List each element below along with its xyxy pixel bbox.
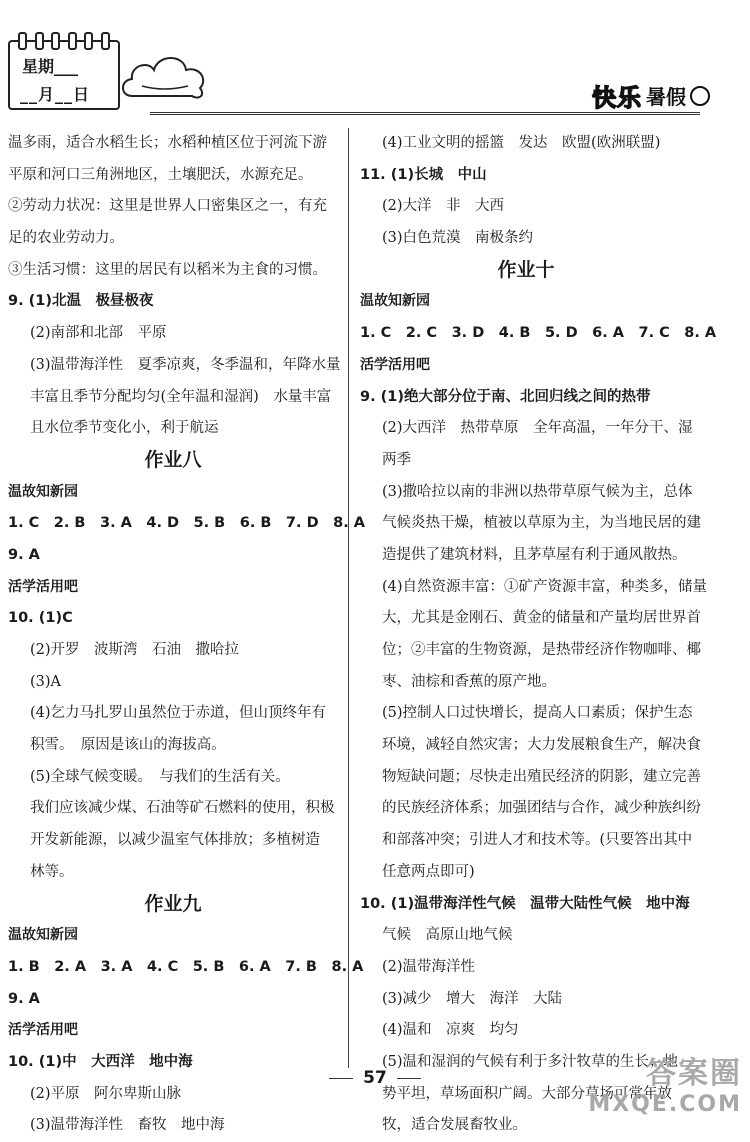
answer-line: (2)南部和北部 平原 — [30, 325, 167, 342]
answer-line: 9. (1)北温 极昼极夜 — [8, 293, 154, 310]
subsection-label: 活学活用吧 — [8, 1022, 78, 1039]
answer-line: 9. A — [8, 546, 40, 563]
answer-line: 气候炎热干燥，植被以草原为主，为当地民居的建 — [382, 515, 701, 532]
answer-line: (3)A — [30, 673, 62, 690]
watermark — [588, 1048, 742, 1117]
answer-line: (3)温带海洋性 夏季凉爽，冬季温和，年降水量 — [30, 356, 341, 373]
answer-line: 9. A — [8, 990, 40, 1007]
answer-line: 枣、油棕和香蕉的原产地。 — [382, 673, 556, 690]
answer-line: (2)温带海洋性 — [382, 958, 476, 975]
answer-line: (3)撒哈拉以南的非洲以热带草原气候为主，总体 — [382, 483, 693, 500]
answer-line: (4)自然资源丰富：①矿产资源丰富，种类多，储量 — [382, 578, 708, 595]
brand-main: 快乐 — [592, 84, 642, 112]
page-header — [0, 0, 750, 125]
answer-line: 10. (1)C — [8, 610, 73, 627]
watermark-logo: 答案圈 — [646, 1056, 742, 1091]
subsection-label: 活学活用吧 — [360, 356, 430, 373]
brand-logo — [592, 78, 710, 113]
brand-sub: 暑假 — [646, 85, 686, 109]
answer-line: 环境，减轻自然灾害；大力发展粮食生产，解决食 — [382, 737, 701, 754]
answer-line: 位；②丰富的生物资源，是热带经济作物咖啡、椰 — [382, 642, 701, 658]
answer-line: (5)控制人口过快增长，提高人口素质；保护生态 — [382, 705, 693, 722]
answer-line: 11. (1)长城 中山 — [360, 166, 487, 183]
answer-line: (4)温和 凉爽 均匀 — [382, 1022, 519, 1039]
answer-line: 10. (1)温带海洋性气候 温带大陆性气候 地中海 — [360, 895, 690, 912]
page-number: 57 — [363, 1068, 387, 1088]
answer-line: 大，尤其是金刚石、黄金的储量和产量均居世界首 — [382, 610, 701, 627]
answer-line: 气候 高原山地气候 — [382, 927, 513, 944]
watermark-url: MXQE.COM — [588, 1092, 742, 1117]
calendar-weekday: 星期___ — [22, 57, 79, 76]
answer-line: (4)工业文明的摇篮 发达 欧盟(欧洲联盟) — [382, 135, 661, 151]
answer-line: 且水位季节变化小，利于航运 — [30, 420, 219, 437]
answer-line: 任意两点即可) — [382, 863, 475, 880]
answer-line: (2)平原 阿尔卑斯山脉 — [30, 1085, 182, 1102]
answer-line: 开发新能源，以减少温室气体排放；多植树造 — [30, 832, 320, 849]
answer-line: (5)全球气候变暖。 与我们的生活有关。 — [30, 768, 290, 785]
answer-line: 林等。 — [30, 863, 74, 880]
answer-line: (2)大洋 非 大西 — [382, 198, 505, 215]
section-title: 作业八 — [144, 448, 202, 471]
calendar-date: __月__日 — [20, 85, 91, 104]
answer-line: 1. B 2. A 3. A 4. C 5. B 6. A 7. B 8. A — [8, 958, 364, 975]
calendar-rings — [18, 32, 110, 46]
answer-line: 两季 — [382, 451, 411, 468]
answer-line: 1. C 2. B 3. A 4. D 5. B 6. B 7. D 8. A — [8, 515, 365, 532]
answer-line: 和部落冲突；引进人才和技术等。(只要答出其中 — [382, 832, 693, 849]
subsection-label: 温故知新园 — [8, 927, 78, 944]
answer-line: (2)开罗 波斯湾 石油 撒哈拉 — [30, 642, 240, 658]
calendar-box — [8, 40, 120, 110]
answer-line: (3)减少 增大 海洋 大陆 — [382, 990, 563, 1007]
answer-line: ③生活习惯：这里的居民有以稻米为主食的习惯。 — [8, 261, 327, 278]
answer-line: 温多雨，适合水稻生长；水稻种植区位于河流下游 — [8, 135, 327, 151]
answer-line: 我们应该减少煤、石油等矿石燃料的使用，积极 — [30, 800, 335, 817]
answer-line: (4)乞力马扎罗山虽然位于赤道，但山顶终年有 — [30, 705, 327, 722]
answer-line: 牧，适合发展畜牧业。 — [382, 1117, 527, 1134]
section-title: 作业九 — [144, 892, 202, 915]
left-column — [8, 128, 365, 1142]
answer-line: 9. (1)绝大部分位于南、北回归线之间的热带 — [360, 388, 651, 405]
answer-line: 物短缺问题；尽快走出殖民经济的阴影，建立完善 — [382, 768, 701, 785]
answer-line: 平原和河口三角洲地区，土壤肥沃，水源充足。 — [8, 166, 313, 183]
section-title: 作业十 — [497, 258, 555, 281]
answer-line: 造提供了建筑材料，且茅草屋有利于通风散热。 — [382, 546, 687, 563]
answer-line: 的民族经济体系；加强团结与合作，减少种族纠纷 — [382, 800, 701, 817]
column-divider — [348, 128, 349, 1068]
subsection-label: 温故知新园 — [360, 293, 430, 310]
cloud-icon — [118, 46, 210, 104]
subsection-label: 活学活用吧 — [8, 578, 78, 595]
answer-line: (2)大西洋 热带草原 全年高温，一年分干、湿 — [382, 420, 693, 437]
answer-line: (3)白色荒漠 南极条约 — [382, 230, 534, 247]
answer-line: 积雪。 原因是该山的海拔高。 — [30, 737, 226, 754]
answer-line: 势平坦，草场面积广阔。大部分草场可常年放 — [382, 1085, 672, 1102]
answer-line: 10. (1)中 大西洋 地中海 — [8, 1053, 193, 1070]
subsection-label: 温故知新园 — [8, 483, 78, 500]
answer-line: 丰富且季节分配均匀(全年温和湿润) 水量丰富 — [30, 388, 332, 405]
answer-line: ②劳动力状况：这里是世界人口密集区之一，有充 — [8, 198, 327, 215]
answer-line: (5)温和湿润的气候有利于多汁牧草的生长；地 — [382, 1053, 679, 1070]
answer-line: 1. C 2. C 3. D 4. B 5. D 6. A 7. C 8. A — [360, 325, 717, 342]
answer-line: (3)温带海洋性 畜牧 地中海 — [30, 1117, 225, 1134]
answer-line: 足的农业劳动力。 — [8, 230, 124, 247]
sun-icon — [690, 86, 710, 106]
